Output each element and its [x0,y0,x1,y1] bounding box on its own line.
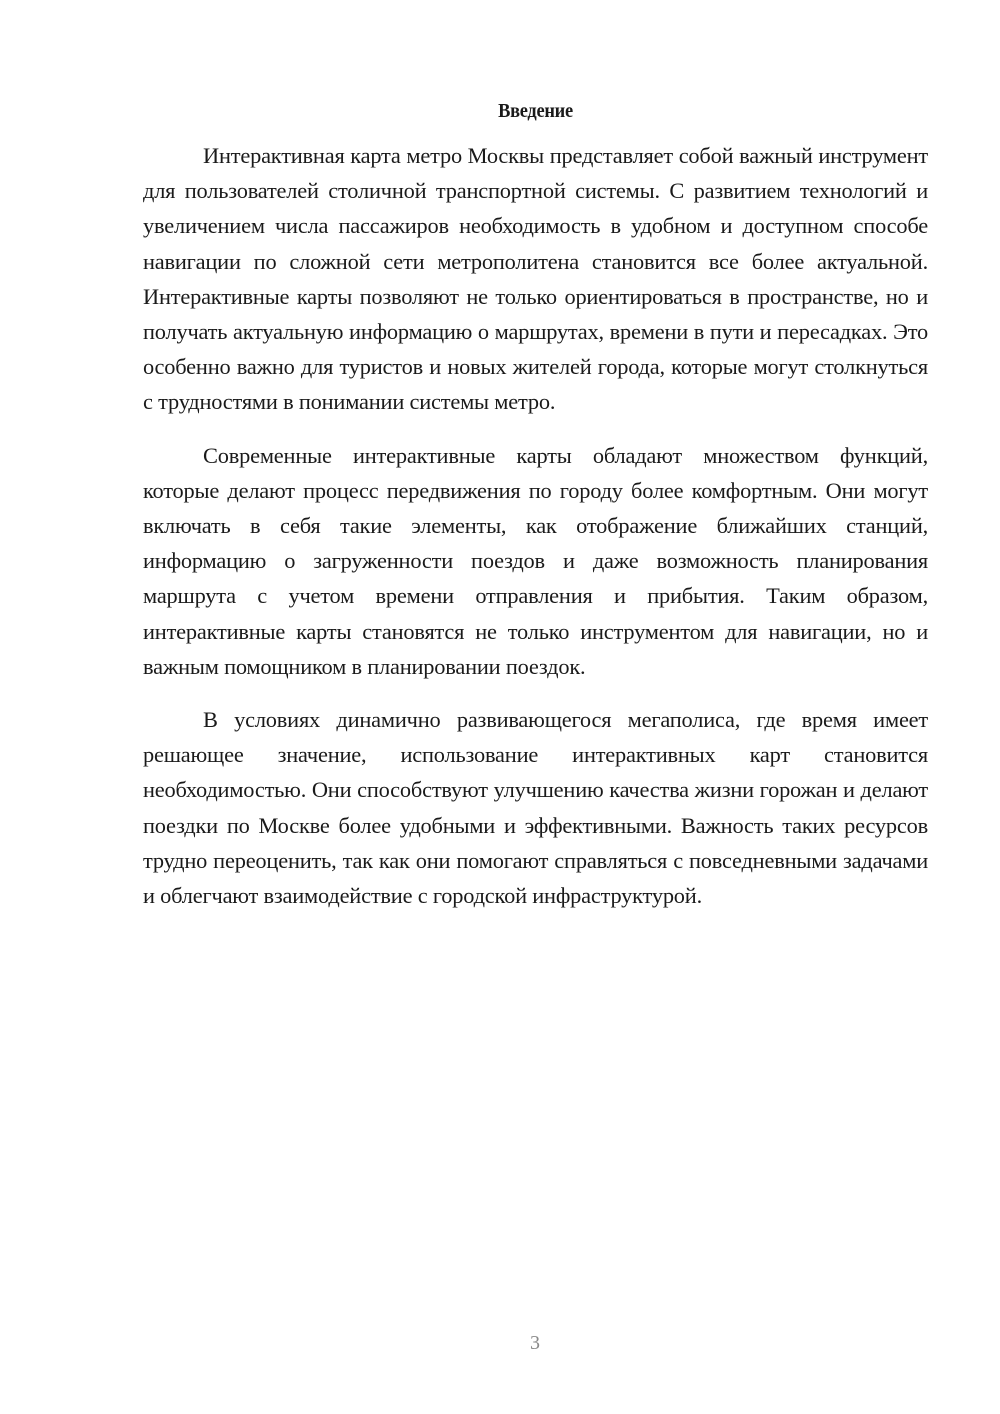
page-number: 3 [530,1332,540,1354]
paragraph-conclusion: В условиях динамично развивающегося мегаполиса, где время имеет решающее значение, использование интерактивных карт становится необходимостью. Они способствуют улучшению качества жизни горожан и делают поездки по Москве более удобными и эффективными. Важность таких ресурсов трудно переоценить, так как они помогают справляться с повседневными задачами и облегчают взаимодействие с городской инфраструктурой. [143,707,928,909]
section-heading: Введение [498,100,573,122]
paragraph-intro: Интерактивная карта метро Москвы представляет собой важный инструмент для пользователей столичной транспортной системы. С развитием технологий и увеличением числа пассажиров необходимость в удобном и доступном способе навигации по сложной сети метрополитена становится все более актуальной. Интерактивные карты позволяют не только ориентироваться в пространстве, но и получать актуальную информацию о маршрутах, времени в пути и пересадках. Это особенно важно для туристов и новых жителей города, которые могут столкнуться с трудностями в понимании системы метро. [143,143,928,415]
document-page [143,96,928,931]
paragraph-features: Современные интерактивные карты обладают множеством функций, которые делают процесс передвижения по городу более комфортным. Они могут включать в себя такие элементы, как отображение ближайших станций, информацию о загруженности поездов и даже возможность планирования маршрута с учетом времени отправления и прибытия. Таким образом, интерактивные карты становятся не только инструментом для навигации, но и важным помощником в планировании поездок. [143,442,928,679]
